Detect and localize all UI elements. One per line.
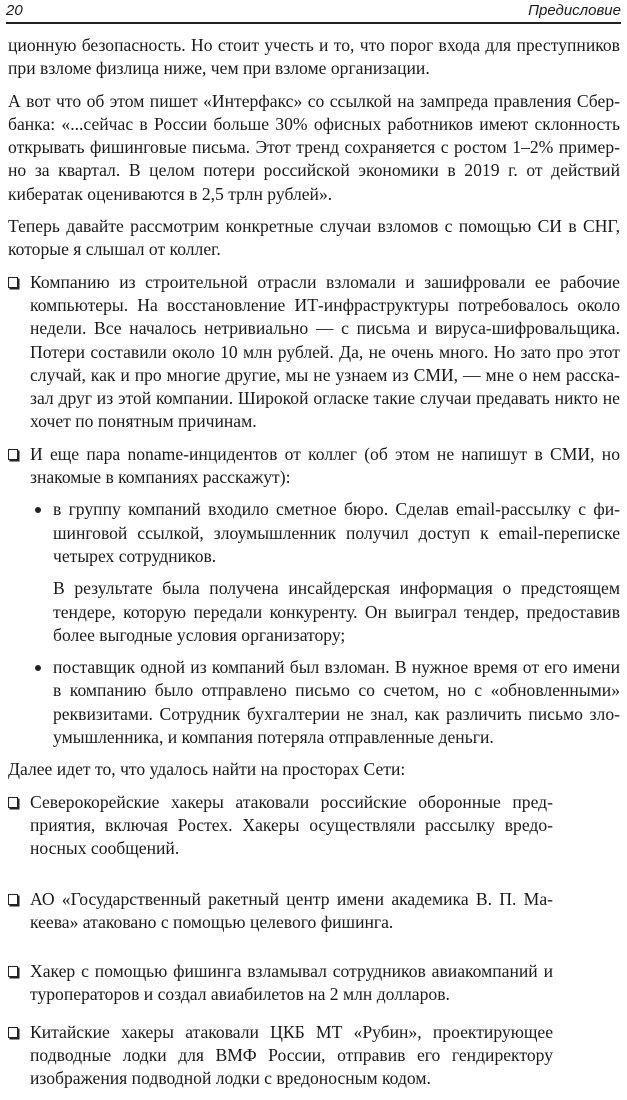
bullet-dot-icon: [35, 507, 41, 513]
bullet-dot-icon: [35, 665, 41, 671]
list-item: [8, 888, 553, 935]
list-item: [8, 960, 553, 1007]
running-header: [6, 0, 621, 24]
checkbox-bullet-icon: [8, 1027, 18, 1038]
list-item: [8, 1021, 553, 1091]
sub-list-item: [8, 656, 620, 749]
page-body: [8, 34, 620, 1100]
list-item-text: И еще пара noname-инцидентов от коллег (об этом не напишут в СМИ, но знакомые в компаниях расскажут):: [30, 443, 620, 488]
checkbox-bullet-icon: [8, 966, 18, 977]
paragraph: Теперь давайте рассмотрим конкретные случаи взломов с помощью СИ в СНГ, которые я слышал от коллег.: [8, 216, 620, 260]
paragraph: А вот что об этом пишет «Интерфакс» со ссылкой на зампреда правления Сбербанка: «...сейчас в России больше 30% офисных работников имеют склонность открывать фишинговые письма. Этот тренд сохраняется с ростом 1–2% примерно за квартал. В целом потери российской экономики в 2019 г. от действий кибератак оцениваются в 2,5 трлн рублей».: [8, 90, 620, 204]
list-item-text: Северокорейские хакеры атаковали российские оборонные предприятия, включая Ростех. Хакеры осуществляли рассылку вредоносных сообщений.: [30, 791, 553, 859]
list-item-text: Китайские хакеры атаковали ЦКБ МТ «Рубин», проектирующее подводные лодки для ВМФ России, отправив его гендиректору изображения подводной лодки с вредоносным кодом.: [30, 1021, 553, 1089]
sub-list-item-text: в группу компаний входило сметное бюро. Сделав email-рассылку с фишинговой ссылкой, злоумышленник получил доступ к email-переписке четырех сотрудников.: [53, 499, 620, 566]
list-item-text: Хакер с помощью фишинга взламывал сотрудников авиакомпаний и туроператоров и создал авиабилетов на 2 млн долларов.: [30, 961, 553, 1005]
list-item: [8, 443, 620, 490]
paragraph: ционную безопасность. Но стоит учесть и то, что порог входа для преступников при взломе физлица ниже, чем при взломе организации.: [8, 35, 620, 79]
checkbox-bullet-icon: [8, 797, 18, 808]
section-title: Предисловие: [528, 2, 621, 19]
checkbox-bullet-icon: [8, 449, 18, 460]
sub-list-item: [8, 498, 620, 568]
page-number: 20: [6, 2, 23, 19]
checkbox-bullet-icon: [8, 277, 18, 288]
sub-list-item-text: поставщик одной из компаний был взломан. В нужное время от его имени в компанию было отправлено письмо со счетом, но с «обновленными» реквизитами. Сотрудник бухгалтерии не знал, как различить письмо злоумышленника, и компания потеряла отправленные деньги.: [53, 657, 620, 748]
checkbox-bullet-icon: [8, 894, 18, 905]
list-item-text: АО «Государственный ракетный центр имени академика В. П. Макеева» атаковано с помощью целевого фишинга.: [30, 888, 553, 932]
list-item: [8, 791, 553, 861]
list-item-text: Компанию из строительной отрасли взломали и зашифровали ее рабочие компьютеры. На восстановление ИТ-инфраструктуры потребовалось около недели. Все началось нетривиально — с письма и вируса-шифровальщика. Потери составили около 10 млн рублей. Да, не очень много. Но зато про этот случай, как и про многие другие, мы не узнаем из СМИ, — мне о нем рассказал друг из этой компании. Широкой огласке такие случаи предавать никто не хочет по понятным причинам.: [30, 271, 620, 432]
sub-list-continuation: В результате была получена инсайдерская информация о предстоящем тендере, которую передали конкуренту. Он выиграл тендер, предоставив более выгодные условия организатору;: [53, 578, 620, 645]
list-item: [8, 271, 620, 434]
paragraph: Далее идет то, что удалось найти на просторах Сети:: [8, 759, 406, 780]
